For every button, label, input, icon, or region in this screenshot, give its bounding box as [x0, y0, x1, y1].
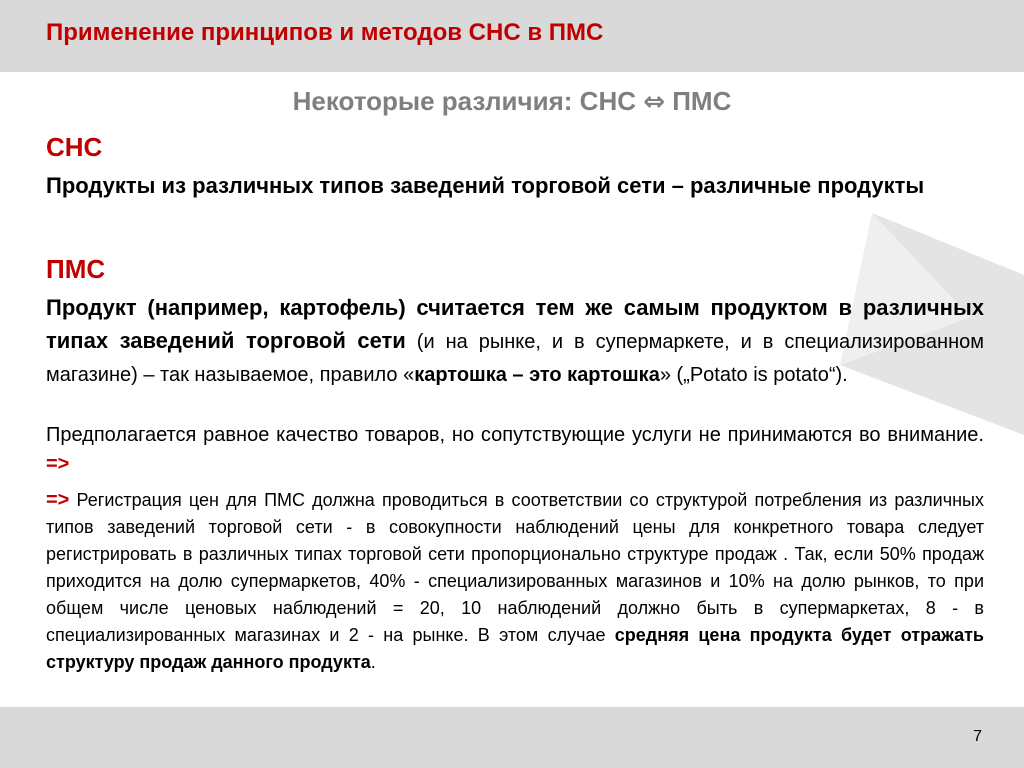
double-arrow-icon: ⇔	[643, 87, 666, 117]
pms-heading: ПМС	[46, 254, 106, 284]
registration-bold-end: средняя цена продукта будет отражать структуру продаж данного продукта	[46, 625, 984, 672]
registration-paragraph	[46, 487, 984, 676]
quality-text: Предполагается равное качество товаров, но сопутствующие услуги не принимаются во внимание.	[46, 424, 984, 446]
footer-band	[0, 707, 1024, 768]
subtitle-left: Некоторые различия: СНС	[292, 86, 644, 116]
sns-text: Продукты из различных типов заведений торговой сети – различные продукты	[46, 173, 925, 198]
arrow-icon: =>	[46, 489, 70, 511]
slide-subtitle	[0, 86, 1024, 117]
pms-normal-text: (и на рынке, и в супермаркете, и в специализированном магазине) – так называемое, правило «	[46, 331, 984, 386]
pms-paragraph	[46, 291, 984, 390]
arrow-icon: =>	[46, 453, 70, 475]
subtitle-right: ПМС	[665, 86, 732, 116]
rule-bold: картошка – это картошка	[414, 364, 660, 386]
quality-paragraph	[46, 421, 984, 479]
slide-title: Применение принципов и методов СНС в ПМС	[46, 19, 604, 46]
page-number: 7	[973, 728, 982, 745]
pms-bold-text: Продукт (например, картофель) считается тем же самым продуктом в различных типах заведений торговой сети	[46, 295, 984, 353]
sns-heading: СНС	[46, 132, 103, 162]
registration-period: .	[370, 652, 376, 672]
registration-text: Регистрация цен для ПМС должна проводиться в соответствии со структурой потребления из различных типов заведений торговой сети - в совокупности наблюдений цены для конкретного товара следует регистрировать в различных типах торговой сети пропорционально структуре продаж . Так, если 50% продаж приходится на долю супермаркетов, 40% - специализированных магазинов и 10% на долю рынков, то при общем числе ценовых наблюдений = 20, 10 наблюдений должно быть в супермаркетах, 8 - в специализированных магазинах и 2 - на рынке. В этом случае	[46, 490, 984, 645]
rule-end: » („Potato is potato“).	[659, 364, 848, 386]
